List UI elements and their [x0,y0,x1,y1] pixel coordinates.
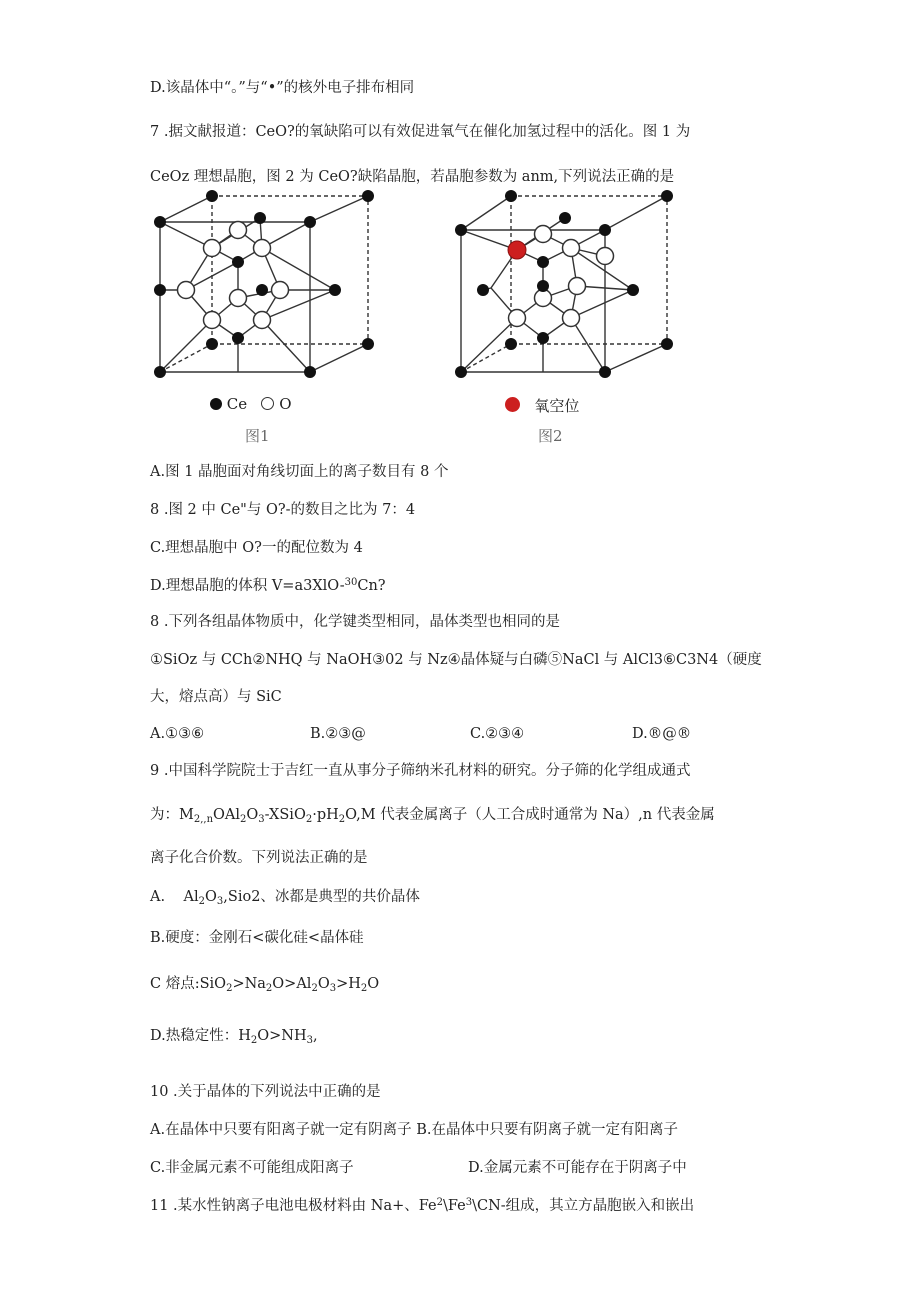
q7-option-d: D.理想晶胞的体积 V=a3XlO-$^{30}$Cn? [150,577,386,594]
q8-option-a: A.①③⑥ [150,726,205,742]
o-legend-icon [261,397,274,410]
q10-option-d: D.金属元素不可能存在于阴离子中 [468,1160,687,1176]
ce-legend-icon [210,398,222,410]
q9-stem-line2: 为：$M_{2,,n}OAl_2O_3-XSiO_2\cdot pH_2O,M$ 代表金属离子（人工合成时通常为 Na）,n 代表金属 [150,807,715,825]
oxygen-vacancy-marker [508,241,526,259]
q11-stem: 11 .某水性钠离子电池电极材料由 Na+、$Fe^2\backslash Fe^3\backslash CN-$组成，其立方晶胞嵌入和嵌出 [150,1197,695,1214]
q9-option-c: C 熔点$:SiO_2>Na_2O>Al_2O_3>H_2O$ [150,976,380,994]
q8-items-line2: 大，熔点高）与 SiC [150,689,282,705]
figure-1-caption: 图1 [245,427,270,445]
q8-items-line1: ①SiOz 与 CCh②NHQ 与 NaOH③02 与 Nz④晶体疑与白磷⑤NaCl 与 AlCl3⑥C3N4（硬度 [150,652,762,668]
q8-option-b: B.②③@ [310,726,366,742]
q7-option-b: 8 .图 2 中 Ce"与 O?-的数目之比为 7：4 [150,502,416,518]
q9-option-b: B.硬度：金刚石<碳化硅<晶体硅 [150,930,364,946]
q8-option-d: D.®@® [632,726,692,742]
q9-option-a: A. $Al_2O_3,Sio2$、冰都是典型的共价晶体 [150,889,420,907]
q7-stem-line1: 7 .据文献报道：CeO?的氧缺陷可以有效促进氧气在催化加氢过程中的活化。图 1 为 [150,124,691,140]
q8-stem: 8 .下列各组晶体物质中，化学键类型相同，晶体类型也相同的是 [150,614,560,630]
q7-stem-line2: CeOz 理想晶胞，图 2 为 CeO?缺陷晶胞，若晶胞参数为 anm,下列说法正确的是 [150,169,675,185]
q8-option-c: C.②③④ [470,726,525,742]
figure-2-legend: 氧空位 [505,395,579,416]
figure-1-ideal-cell [150,190,380,390]
q6-option-d: D.该晶体中“。”与“•”的核外电子排布相同 [150,80,415,96]
q9-stem-line3: 离子化合价数。下列说法正确的是 [150,850,368,866]
figure-1-legend: Ce O [210,395,292,413]
figure-2-svg [455,190,685,390]
q9-stem-line1: 9 .中国科学院院士于吉红一直从事分子筛纳米孔材料的研究。分子筛的化学组成通式 [150,763,691,779]
q10-option-c: C.非金属元素不可能组成阳离子 [150,1160,354,1176]
vacancy-legend-icon [505,397,520,412]
q10-stem: 10 .关于晶体的下列说法中正确的是 [150,1084,381,1100]
q7-option-a: A.图 1 晶胞面对角线切面上的离子数目有 8 个 [150,464,449,480]
figure-2-caption: 图2 [538,427,563,445]
figure-1-svg [150,190,380,390]
figure-2-defect-cell [455,190,685,390]
q9-option-d: D.热稳定性：$H_2O>NH_3$, [150,1028,318,1046]
q10-options-ab: A.在晶体中只要有阳离子就一定有阴离子 B.在晶体中只要有阴离子就一定有阳离子 [150,1122,678,1138]
q7-option-c: C.理想晶胞中 O?一的配位数为 4 [150,540,363,556]
